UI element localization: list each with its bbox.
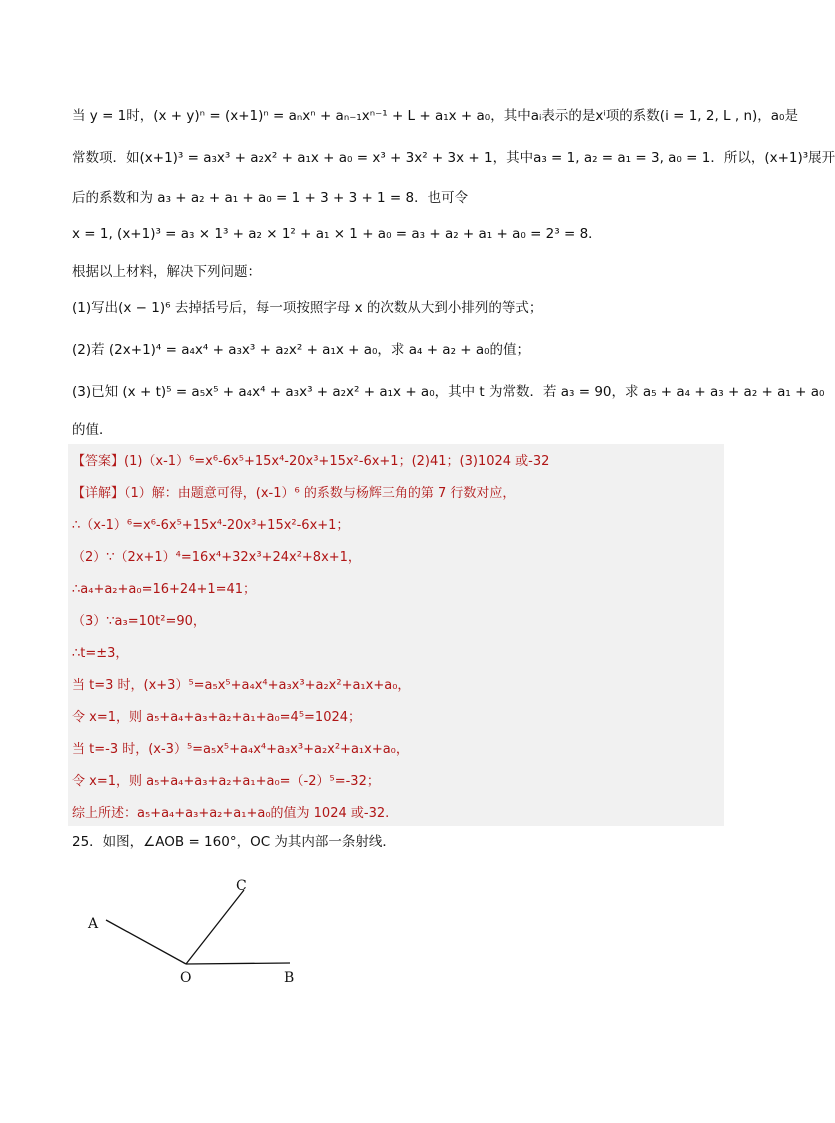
label-A: A — [88, 916, 99, 932]
question-3-continuation: 的值． — [72, 422, 113, 438]
label-O: O — [180, 970, 192, 986]
answer-detail-line: 当 t=3 时，(x+3）⁵=a₅x⁵+a₄x⁴+a₃x³+a₂x²+a₁x+a₀， — [72, 678, 411, 693]
ray-OB — [186, 963, 290, 964]
answer-detail-line: 当 t=-3 时，(x-3）⁵=a₅x⁵+a₄x⁴+a₃x³+a₂x²+a₁x+a₀， — [72, 742, 409, 757]
question-1: (1)写出(x − 1)⁶ 去掉括号后，每一项按照字母 x 的次数从大到小排列的等式； — [72, 300, 543, 316]
ray-OA — [106, 920, 186, 964]
question-3: (3)已知 (x + t)⁵ = a₅x⁵ + a₄x⁴ + a₃x³ + a₂x² + a₁x + a₀，其中 t 为常数．若 a₃ = 90，求 a₅ + a₄ + a₃ + a₂ + a₁ + a₀ — [72, 384, 825, 400]
material-line-5: 根据以上材料，解决下列问题： — [72, 264, 261, 280]
question-2: (2)若 (2x+1)⁴ = a₄x⁴ + a₃x³ + a₂x² + a₁x + a₀，求 a₄ + a₂ + a₀的值； — [72, 342, 531, 358]
answer-detail-line: ∴t=±3， — [72, 646, 129, 661]
material-line-4: x = 1, (x+1)³ = a₃ × 1³ + a₂ × 1² + a₁ × 1 + a₀ = a₃ + a₂ + a₁ + a₀ = 2³ = 8． — [72, 226, 602, 242]
label-C: C — [236, 878, 247, 894]
answer-detail-line: 令 x=1，则 a₅+a₄+a₃+a₂+a₁+a₀=（-2）⁵=-32； — [72, 774, 380, 789]
answer-conclusion: 综上所述：a₅+a₄+a₃+a₂+a₁+a₀的值为 1024 或-32. — [72, 806, 390, 821]
material-line-1: 当 y = 1时，(x + y)ⁿ = (x+1)ⁿ = aₙxⁿ + aₙ₋₁xⁿ⁻¹ + L + a₁x + a₀，其中aᵢ表示的是xⁱ项的系数(i = 1, 2, L , n)，a₀是 — [72, 108, 798, 124]
answer-detail-line: （2）∵（2x+1）⁴=16x⁴+32x³+24x²+8x+1， — [72, 550, 361, 565]
angle-diagram — [80, 868, 320, 988]
answer-detail-line: （3）∵a₃=10t²=90， — [72, 614, 206, 629]
ray-OC — [186, 890, 244, 964]
material-line-3: 后的系数和为 a₃ + a₂ + a₁ + a₀ = 1 + 3 + 3 + 1 = 8．也可令 — [72, 190, 469, 206]
answer-summary: 【答案】(1)（x-1）⁶=x⁶-6x⁵+15x⁴-20x³+15x²-6x+1；(2)41；(3)1024 或-32 — [72, 454, 550, 469]
answer-detail-line: ∴a₄+a₂+a₀=16+24+1=41； — [72, 582, 257, 597]
answer-detail-line: ∴（x-1）⁶=x⁶-6x⁵+15x⁴-20x³+15x²-6x+1； — [72, 518, 350, 533]
answer-detail-line: 【详解】（1）解：由题意可得，(x-1）⁶ 的系数与杨辉三角的第 7 行数对应， — [72, 486, 516, 501]
label-B: B — [284, 970, 295, 986]
material-line-2: 常数项．如(x+1)³ = a₃x³ + a₂x² + a₁x + a₀ = x³ + 3x² + 3x + 1，其中a₃ = 1, a₂ = a₁ = 3, a₀ = 1．所以，(x+1)³展开 — [72, 150, 835, 166]
answer-detail-line: 令 x=1，则 a₅+a₄+a₃+a₂+a₁+a₀=4⁵=1024； — [72, 710, 362, 725]
question-25: 25．如图，∠AOB = 160°，OC 为其内部一条射线． — [72, 834, 396, 850]
